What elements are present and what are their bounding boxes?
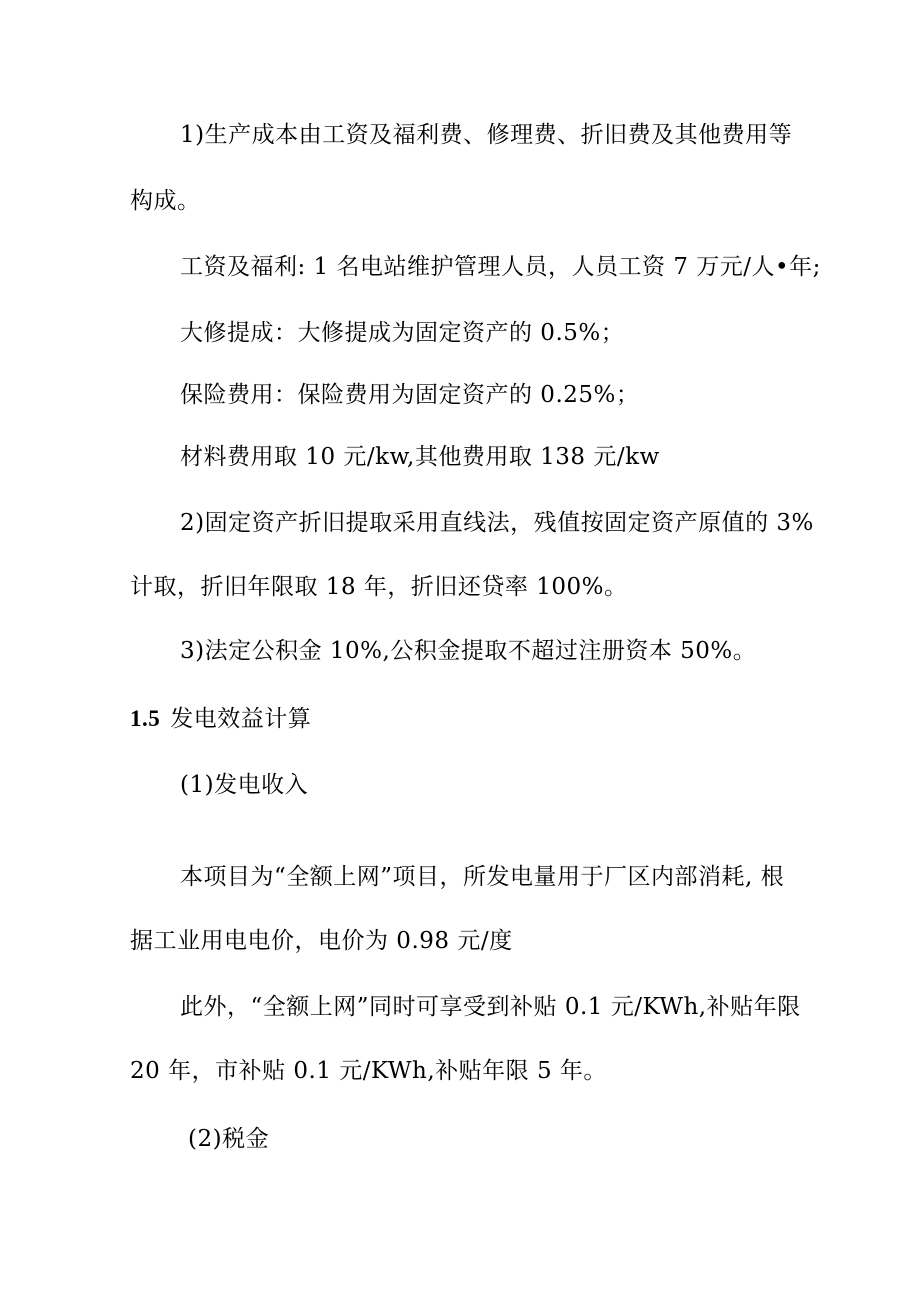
paragraph-major-repair: 大修提成：大修提成为固定资产的 0.5%； [180,320,625,346]
paragraph-depreciation-line2: 计取，折旧年限取 18 年，折旧还贷率 100%。 [130,574,628,600]
subsection-title-income: (1)发电收入 [180,772,309,798]
paragraph-wages-welfare: 工资及福利: 1 名电站维护管理人员，人员工资 7 万元/人•年; [180,254,821,280]
section-heading [130,704,311,734]
paragraph-subsidy-line1: 此外，“全额上网”同时可享受到补贴 0.1 元/KWh,补贴年限 [180,994,801,1020]
paragraph-statutory-reserve: 3)法定公积金 10%,公积金提取不超过注册资本 50%。 [180,638,757,664]
paragraph-production-cost-line2: 构成。 [130,188,201,214]
paragraph-subsidy-line2: 20 年，市补贴 0.1 元/KWh,补贴年限 5 年。 [130,1058,607,1084]
paragraph-depreciation-line1: 2)固定资产折旧提取采用直线法，残值按固定资产原值的 3% [180,510,814,536]
paragraph-full-grid-line2: 据工业用电电价，电价为 0.98 元/度 [130,928,513,954]
paragraph-material-cost: 材料费用取 10 元/kw,其他费用取 138 元/kw [180,444,660,470]
paragraph-full-grid-line1: 本项目为“全额上网”项目，所发电量用于厂区内部消耗, 根 [180,864,785,890]
paragraph-production-cost-line1: 1)生产成本由工资及福利费、修理费、折旧费及其他费用等 [180,122,793,148]
section-number: 1.5 [130,706,161,731]
subsection-title-tax: (2)税金 [188,1126,270,1152]
section-title: 发电效益计算 [170,706,312,732]
paragraph-insurance: 保险费用：保险费用为固定资产的 0.25%； [180,382,640,408]
